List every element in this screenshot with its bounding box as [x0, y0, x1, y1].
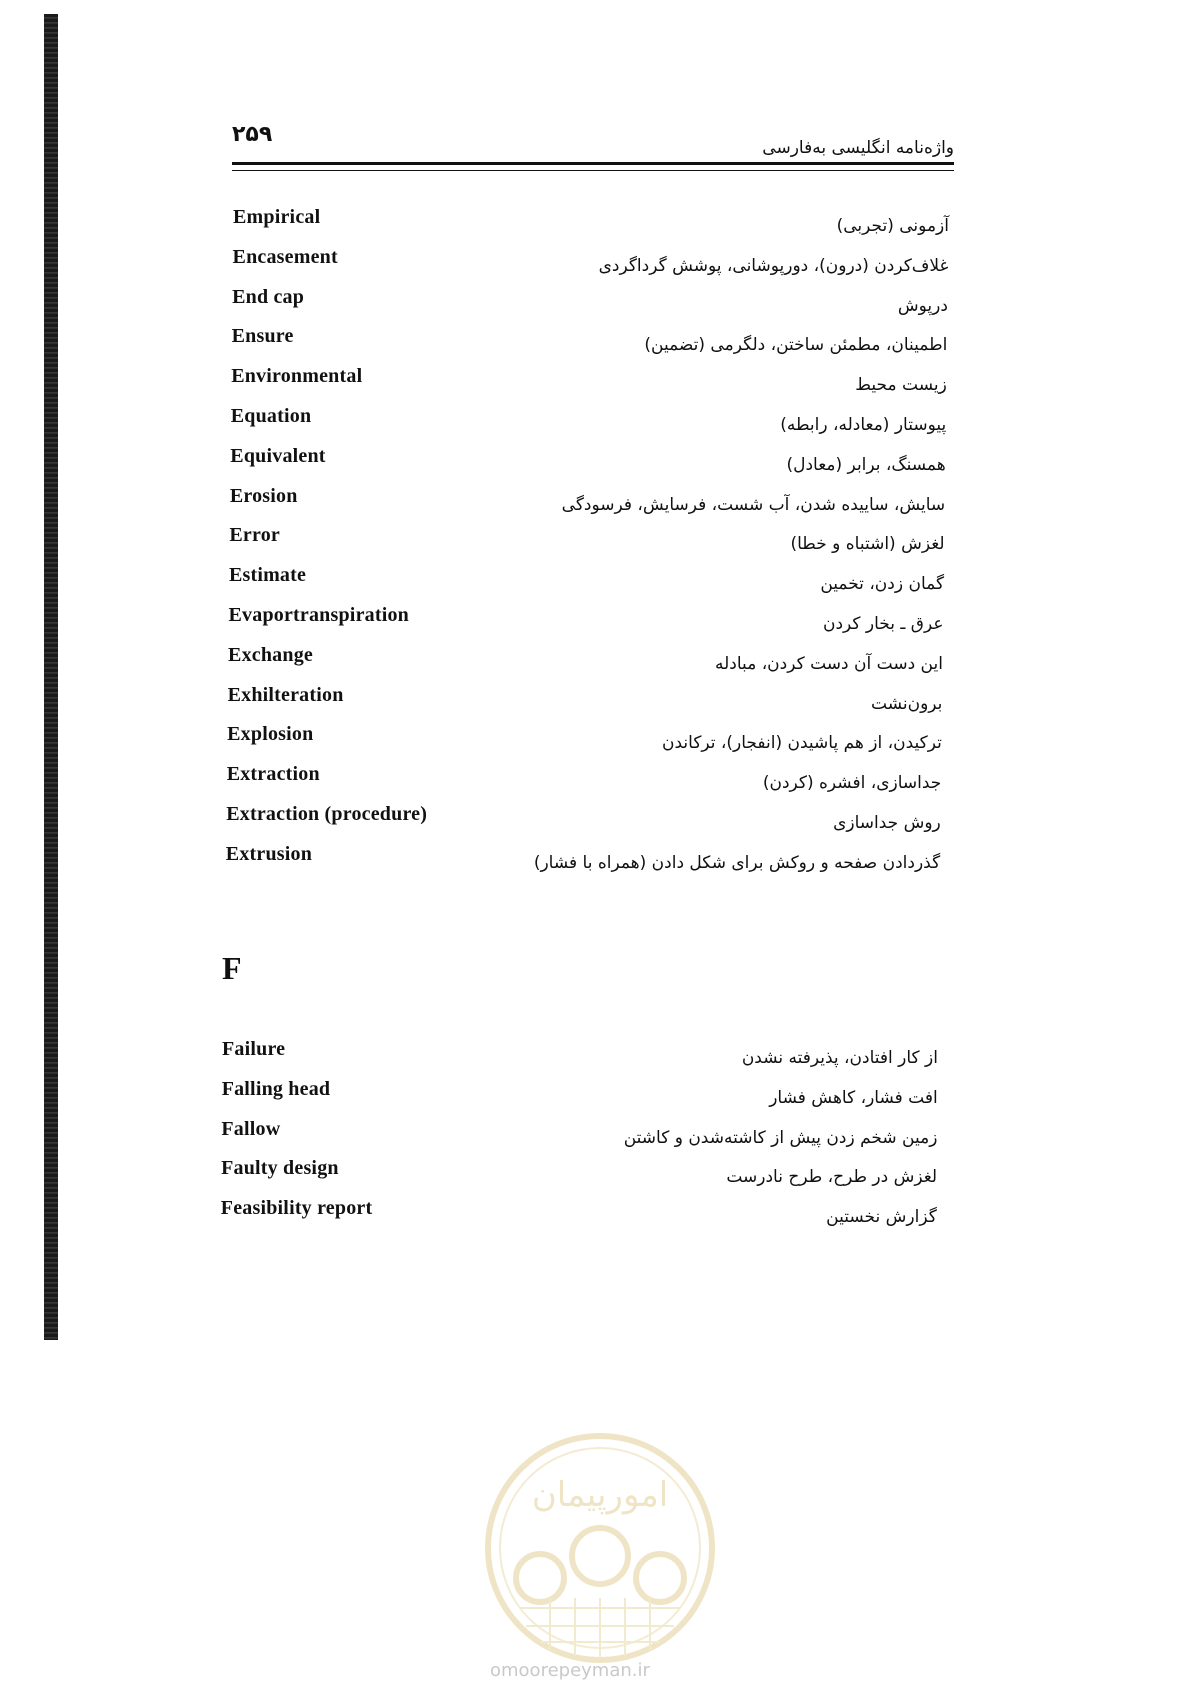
- english-term: Ensure: [231, 325, 294, 348]
- glossary-entry: [0, 325, 1191, 365]
- english-term: Feasibility report: [220, 1197, 373, 1220]
- persian-definition: اطمینان، مطمئن ساختن، دلگرمی (تضمین): [644, 335, 948, 356]
- persian-definition: لغزش (اشتباه و خطا): [790, 534, 945, 555]
- english-term: Erosion: [229, 484, 298, 507]
- english-term: Explosion: [227, 723, 314, 746]
- glossary-entry: [0, 604, 1191, 644]
- glossary-entry: [0, 365, 1191, 405]
- persian-definition: سایش، ساییده شدن، آب شست، فرسایش، فرسودگی: [561, 494, 946, 515]
- english-term: Exhilteration: [227, 683, 344, 706]
- english-term: Extraction (procedure): [226, 803, 428, 825]
- glossary-entry: [0, 485, 1191, 525]
- persian-definition: گزارش نخستین: [826, 1207, 937, 1228]
- watermark-logo: [480, 1428, 720, 1668]
- glossary-entry: [0, 564, 1191, 604]
- glossary-entry: [0, 405, 1191, 445]
- glossary-entry: [0, 1118, 1191, 1158]
- glossary-entry: [0, 684, 1191, 724]
- english-term: Equation: [230, 405, 312, 427]
- english-term: Evaportranspiration: [228, 604, 409, 626]
- english-term: Failure: [222, 1038, 286, 1060]
- english-term: Exchange: [228, 643, 313, 666]
- persian-definition: عرق ـ بخار کردن: [822, 614, 944, 634]
- persian-definition: لغزش در طرح، طرح نادرست: [726, 1167, 938, 1188]
- glossary-entry: [0, 1157, 1191, 1197]
- running-title: واژه‌نامه انگلیسی به‌فارسی: [762, 138, 954, 158]
- persian-definition: افت فشار، کاهش فشار: [769, 1087, 938, 1108]
- section-letter: F: [222, 950, 242, 986]
- page-number: ۲۵۹: [232, 122, 273, 147]
- persian-definition: گذردادن صفحه و روکش برای شکل دادن (همراه با فشار): [533, 852, 941, 873]
- english-term: Encasement: [232, 245, 338, 268]
- glossary-entry: [0, 723, 1191, 763]
- persian-definition: همسنگ، برابر (معادل): [786, 454, 946, 475]
- english-term: Environmental: [231, 365, 363, 388]
- glossary-entry: [0, 445, 1191, 485]
- english-term: Error: [229, 524, 280, 547]
- persian-definition: این دست آن دست کردن، مبادله: [715, 653, 943, 674]
- persian-definition: گمان زدن، تخمین: [820, 574, 945, 595]
- persian-definition: غلاف‌کردن (درون)، دورپوشانی، پوشش گرداگردی: [598, 255, 949, 276]
- glossary-entry: [0, 246, 1191, 286]
- glossary-entry: [0, 803, 1191, 843]
- persian-definition: پیوستار (معادله، رابطه): [780, 415, 947, 435]
- persian-definition: ترکیدن، از هم پاشیدن (انفجار)، ترکاندن: [662, 733, 942, 754]
- glossary-entry: [0, 1197, 1191, 1237]
- glossary-entry: [0, 286, 1191, 326]
- persian-definition: زمین شخم زدن پیش از کاشته‌شدن و کاشتن: [623, 1127, 938, 1148]
- glossary-entry: [0, 1038, 1191, 1078]
- glossary-entry: [0, 524, 1191, 564]
- english-term: Extrusion: [225, 842, 313, 865]
- persian-definition: برون‌نشت: [871, 693, 943, 714]
- watermark-site: omoorepeyman.ir: [490, 1660, 650, 1681]
- english-term: Falling head: [221, 1077, 331, 1100]
- persian-definition: جداسازی، افشره (کردن): [762, 773, 942, 794]
- header-rule: [232, 162, 954, 165]
- glossary-entry: [0, 763, 1191, 803]
- svg-text:امورپیمان: امورپیمان: [531, 1475, 669, 1515]
- persian-definition: روش جداسازی: [833, 813, 941, 833]
- english-term: Estimate: [228, 564, 307, 587]
- glossary-entry: [0, 206, 1191, 246]
- header-rule-thin: [232, 170, 954, 171]
- english-term: Empirical: [233, 206, 321, 228]
- english-term: End cap: [232, 285, 305, 308]
- glossary-entry: [0, 1078, 1191, 1118]
- english-term: Faulty design: [221, 1157, 339, 1180]
- english-term: Extraction: [226, 763, 320, 786]
- english-term: Fallow: [221, 1117, 281, 1140]
- persian-definition: از کار افتادن، پذیرفته نشدن: [741, 1048, 938, 1068]
- glossary-entry: [0, 843, 1191, 883]
- english-term: Equivalent: [230, 444, 326, 467]
- persian-definition: درپوش: [897, 295, 948, 316]
- glossary-entry: [0, 644, 1191, 684]
- persian-definition: آزمونی (تجربی): [836, 216, 949, 236]
- persian-definition: زیست محیط: [855, 375, 947, 396]
